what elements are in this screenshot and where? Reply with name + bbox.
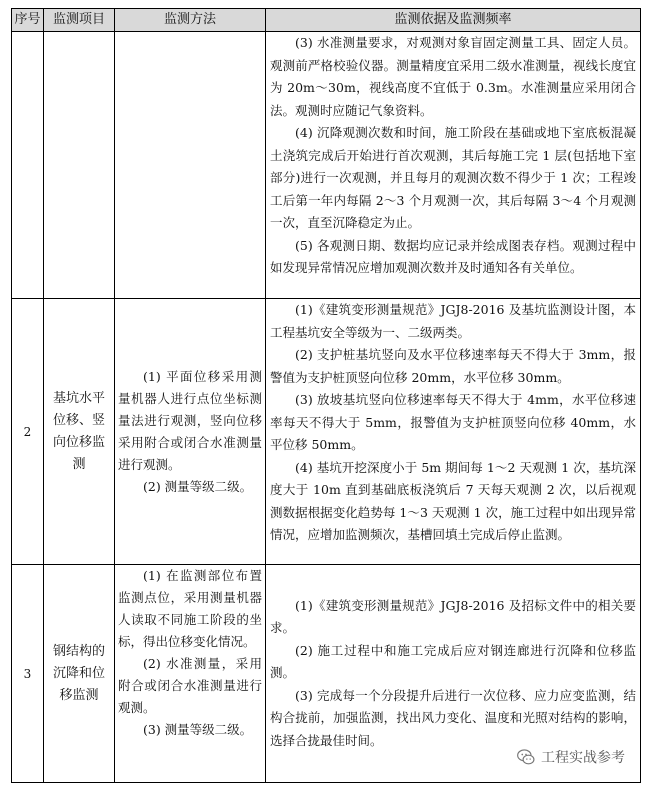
row1-item — [44, 32, 115, 299]
basis-paragraph: (2) 施工过程中和施工完成后应对钢连廊进行沉降和位移监测。 — [270, 642, 636, 681]
basis-paragraph: (1)《建筑变形测量规范》JGJ8-2016 及基坑监测设计图，本工程基坑安全等级为一、二级两类。 — [270, 302, 636, 340]
method-paragraph: (1) 平面位移采用测量机器人进行点位坐标测量法进行观测，竖向位移采用附合或闭合水准测量进行观测。 — [118, 368, 262, 472]
basis-paragraph: (1)《建筑变形测量规范》JGJ8-2016 及招标文件中的相关要求。 — [270, 597, 636, 636]
basis-paragraph: (2) 支护桩基坑竖向及水平位移速率每天不得大于 3mm，报警值为支护桩顶竖向位移 20mm，水平位移 30mm。 — [270, 347, 636, 385]
basis-paragraph: (3) 水准测量要求，对观测对象盲固定测量工具、固定人员。观测前严格校验仪器。测量精度宜采用二级水准测量，视线长度宜为 20m～30m，视线高度不宜低于 0.3m。水准测量应采用闭合法。观测时应随记气象资料。 — [270, 35, 636, 118]
watermark-text: 工程实战参考 — [541, 750, 625, 766]
row1-basis — [266, 32, 641, 299]
method-paragraph: (2) 测量等级二级。 — [143, 478, 253, 494]
wechat-icon — [516, 747, 536, 767]
header-num: 序号 — [12, 9, 44, 32]
header-method: 监测方法 — [115, 9, 266, 32]
watermark — [512, 745, 629, 769]
table-row — [12, 299, 641, 565]
method-paragraph: (1) 在监测部位布置监测点位，采用测量机器人读取不同施工阶段的坐标，得出位移变化情况。 — [118, 568, 262, 649]
basis-paragraph: (3) 完成每一个分段提升后进行一次位移、应力应变监测，结构合拢前，加强监测，找出风力变化、温度和光照对结构的影响，选择合拢最佳时间。 — [270, 687, 636, 748]
header-item: 监测项目 — [44, 9, 115, 32]
table-row — [12, 32, 641, 299]
row1-method — [115, 32, 266, 299]
basis-paragraph: (5) 各观测日期、数据均应记录并绘成图表存档。观测过程中如发现异常情况应增加观测次数并及时通知各有关单位。 — [270, 237, 636, 275]
row2-method — [115, 299, 266, 565]
header-row — [12, 9, 641, 32]
method-paragraph: (3) 测量等级二级。 — [143, 722, 253, 737]
row2-num: 2 — [12, 299, 44, 565]
header-basis: 监测依据及监测频率 — [266, 9, 641, 32]
row3-method — [115, 565, 266, 783]
row1-num — [12, 32, 44, 299]
row2-item: 基坑水平位移、竖向位移监测 — [44, 299, 115, 565]
basis-paragraph: (4) 沉降观测次数和时间，施工阶段在基础或地下室底板混凝土浇筑完成后开始进行首次观测，其后每施工完 1 层(包括地下室部分)进行一次观测，并且每月的观测次数不得少于 1 次；工程竣工后第一年内每隔 2～3 个月观测一次，其后每隔 3～4 个月观测一次，直至沉降稳定为止。 — [270, 125, 636, 230]
monitoring-table — [11, 8, 641, 783]
row3-num: 3 — [12, 565, 44, 783]
row2-basis — [266, 299, 641, 565]
basis-paragraph: (4) 基坑开挖深度小于 5m 期间每 1～2 天观测 1 次，基坑深度大于 10m 直到基础底板浇筑后 7 天每天观测 2 次，以后视观测数据根据变化趋势每 1～3 天观测 1 次，施工过程中如出现异常情况，应增加监测频次，基槽回填土完成后停止监测。 — [270, 459, 636, 542]
basis-paragraph: (3) 放坡基坑竖向位移速率每天不得大于 4mm，水平位移速率每天不得大于 5mm，报警值为支护桩顶竖向位移 40mm，水平位移 50mm。 — [270, 392, 636, 452]
row3-item: 钢结构的沉降和位移监测 — [44, 565, 115, 783]
method-paragraph: (2) 水准测量，采用附合或闭合水准测量进行观测。 — [118, 656, 262, 715]
